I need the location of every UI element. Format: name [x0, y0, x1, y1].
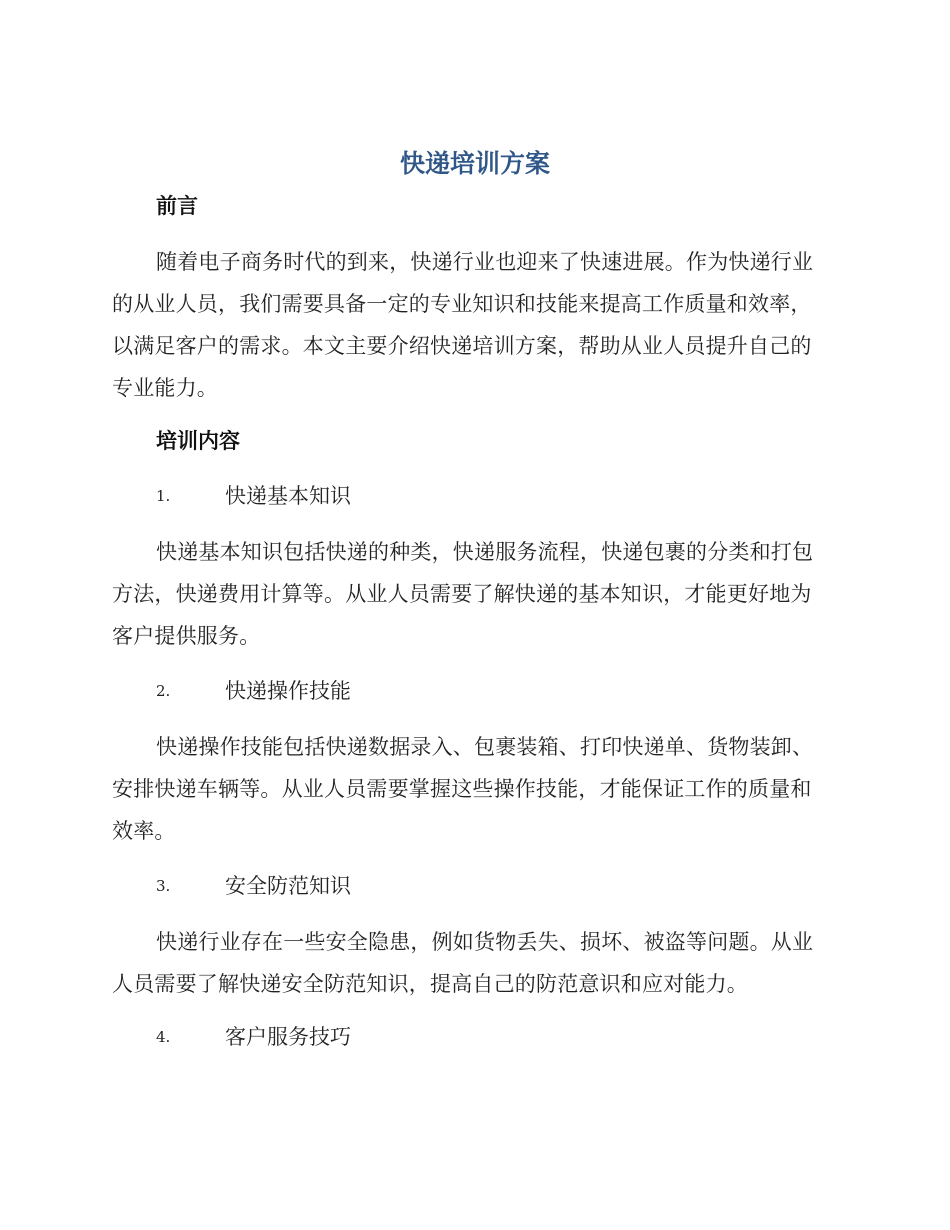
list-item-title: 快递操作技能: [225, 679, 351, 703]
training-heading: 培训内容: [156, 429, 240, 453]
list-item-number: 1.: [156, 487, 171, 505]
document-title: 快递培训方案: [399, 149, 550, 178]
list-item-title: 客户服务技巧: [225, 1025, 351, 1049]
item-2-paragraph: 快递操作技能包括快递数据录入、包裹装箱、打印快递单、货物装卸、安排快递车辆等。从业人员需要掌握这些操作技能，才能保证工作的质量和效率。: [112, 735, 814, 843]
item-1-paragraph: 快递基本知识包括快递的种类，快递服务流程，快递包裹的分类和打包方法，快递费用计算等。从业人员需要了解快递的基本知识，才能更好地为客户提供服务。: [112, 540, 814, 648]
preface-heading: 前言: [156, 194, 198, 218]
list-item-number: 4.: [156, 1028, 171, 1046]
preface-paragraph: 随着电子商务时代的到来，快递行业也迎来了快速进展。作为快递行业的从业人员，我们需要具备一定的专业知识和技能来提高工作质量和效率，以满足客户的需求。本文主要介绍快递培训方案，帮助从业人员提升自己的专业能力。: [112, 250, 814, 400]
list-item-title: 安全防范知识: [225, 874, 351, 898]
list-item-number: 3.: [156, 877, 171, 895]
list-item-title: 快递基本知识: [225, 484, 351, 508]
item-3-paragraph: 快递行业存在一些安全隐患，例如货物丢失、损坏、被盗等问题。从业人员需要了解快递安全防范知识，提高自己的防范意识和应对能力。: [112, 930, 814, 996]
list-item-number: 2.: [156, 682, 171, 700]
